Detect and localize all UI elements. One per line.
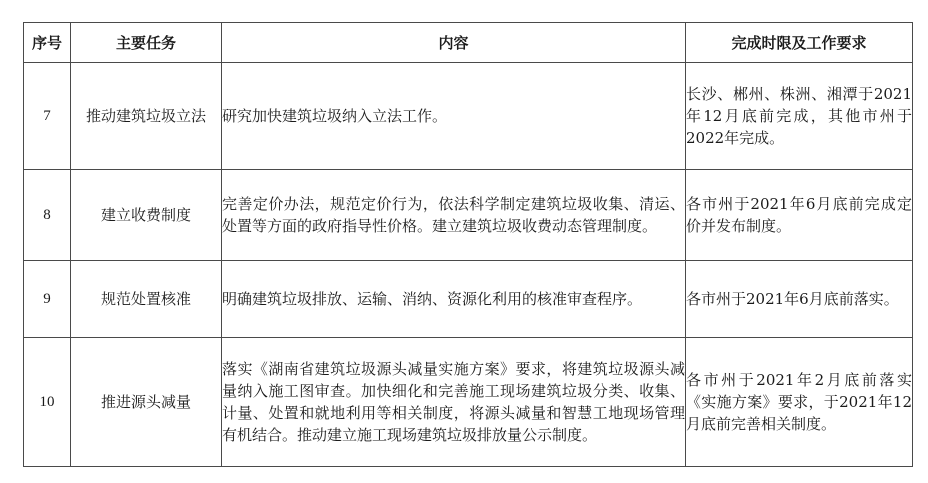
row-seq: 7 <box>24 63 71 170</box>
row-deadline: 各市州于2021年6月底前落实。 <box>686 261 913 338</box>
table-header-row <box>24 23 913 63</box>
row-seq: 10 <box>24 338 71 467</box>
task-table <box>23 22 913 467</box>
table-row <box>24 170 913 261</box>
header-task: 主要任务 <box>71 23 222 63</box>
row-content: 明确建筑垃圾排放、运输、消纳、资源化利用的核准审查程序。 <box>222 261 686 338</box>
header-content: 内容 <box>222 23 686 63</box>
row-content: 研究加快建筑垃圾纳入立法工作。 <box>222 63 686 170</box>
header-seq: 序号 <box>24 23 71 63</box>
table-row <box>24 338 913 467</box>
row-deadline: 长沙、郴州、株洲、湘潭于2021年12月底前完成，其他市州于2022年完成。 <box>686 63 913 170</box>
row-deadline: 各市州于2021年2月底前落实《实施方案》要求，于2021年12月底前完善相关制度。 <box>686 338 913 467</box>
row-task: 建立收费制度 <box>71 170 222 261</box>
row-content: 落实《湖南省建筑垃圾源头减量实施方案》要求，将建筑垃圾源头减量纳入施工图审查。加快细化和完善施工现场建筑垃圾分类、收集、计量、处置和就地利用等相关制度，将源头减量和智慧工地现场管理有机结合。推动建立施工现场建筑垃圾排放量公示制度。 <box>222 338 686 467</box>
row-seq: 9 <box>24 261 71 338</box>
row-content: 完善定价办法，规范定价行为，依法科学制定建筑垃圾收集、清运、处置等方面的政府指导性价格。建立建筑垃圾收费动态管理制度。 <box>222 170 686 261</box>
table-row <box>24 261 913 338</box>
row-seq: 8 <box>24 170 71 261</box>
header-deadline: 完成时限及工作要求 <box>686 23 913 63</box>
row-deadline: 各市州于2021年6月底前完成定价并发布制度。 <box>686 170 913 261</box>
row-task: 推动建筑垃圾立法 <box>71 63 222 170</box>
table-row <box>24 63 913 170</box>
row-task: 推进源头减量 <box>71 338 222 467</box>
row-task: 规范处置核准 <box>71 261 222 338</box>
